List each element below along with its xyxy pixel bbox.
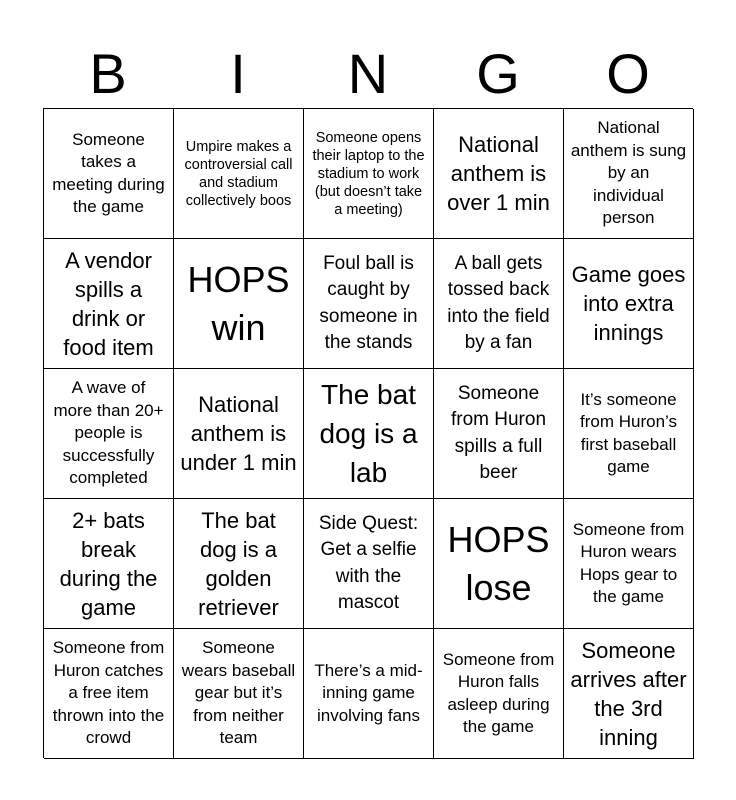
bingo-cell[interactable] bbox=[564, 109, 694, 239]
bingo-cell[interactable] bbox=[174, 629, 304, 759]
bingo-cell[interactable] bbox=[564, 239, 694, 369]
bingo-cell[interactable] bbox=[434, 109, 564, 239]
bingo-header bbox=[43, 40, 693, 108]
bingo-cell[interactable] bbox=[174, 109, 304, 239]
cell-text: A wave of more than 20+ people is successfully completed bbox=[53, 378, 164, 488]
cell-text: Side Quest: Get a selfie with the mascot bbox=[318, 512, 419, 613]
bingo-grid bbox=[43, 108, 693, 758]
cell-text: The bat dog is a lab bbox=[319, 379, 418, 488]
bingo-cell[interactable] bbox=[564, 629, 694, 759]
bingo-cell[interactable] bbox=[304, 499, 434, 629]
cell-text: National anthem is over 1 min bbox=[447, 132, 550, 215]
bingo-cell[interactable] bbox=[434, 239, 564, 369]
cell-text: A ball gets tossed back into the field by a fan bbox=[447, 252, 550, 353]
header-letter-o: O bbox=[606, 42, 650, 105]
cell-text: Someone arrives after the 3rd inning bbox=[570, 637, 687, 750]
bingo-cell[interactable] bbox=[174, 239, 304, 369]
bingo-cell[interactable] bbox=[174, 499, 304, 629]
bingo-cell[interactable] bbox=[434, 499, 564, 629]
bingo-cell[interactable] bbox=[304, 369, 434, 499]
cell-text: Someone wears baseball gear but it’s from neither team bbox=[181, 638, 296, 748]
cell-text: Umpire makes a controversial call and stadium collectively boos bbox=[184, 138, 293, 209]
cell-text: Someone takes a meeting during the game bbox=[52, 129, 165, 216]
bingo-cell[interactable] bbox=[44, 109, 174, 239]
cell-text: Someone from Huron falls asleep during the game bbox=[442, 649, 555, 736]
cell-text: Game goes into extra innings bbox=[571, 262, 686, 345]
cell-text: HOPS win bbox=[187, 258, 290, 348]
cell-text: 2+ bats break during the game bbox=[59, 507, 158, 620]
bingo-cell[interactable] bbox=[44, 239, 174, 369]
cell-text: HOPS lose bbox=[447, 518, 550, 608]
cell-text: Someone from Huron catches a free item thrown into the crowd bbox=[52, 638, 165, 748]
header-letter-i: I bbox=[230, 42, 246, 105]
cell-text: National anthem is under 1 min bbox=[180, 392, 297, 475]
bingo-cell[interactable] bbox=[304, 239, 434, 369]
bingo-cell[interactable] bbox=[304, 109, 434, 239]
header-letter-b: B bbox=[89, 42, 127, 105]
header-letter-n: N bbox=[347, 42, 389, 105]
cell-text: Foul ball is caught by someone in the stands bbox=[319, 252, 418, 353]
cell-text: There’s a mid-inning game involving fans bbox=[314, 660, 423, 725]
cell-text: A vendor spills a drink or food item bbox=[63, 247, 154, 360]
header-letter-g: G bbox=[476, 42, 520, 105]
bingo-cell[interactable] bbox=[564, 369, 694, 499]
bingo-cell[interactable] bbox=[44, 629, 174, 759]
bingo-cell[interactable] bbox=[174, 369, 304, 499]
bingo-cell[interactable] bbox=[564, 499, 694, 629]
cell-text: Someone from Huron spills a full beer bbox=[450, 382, 547, 483]
bingo-cell[interactable] bbox=[434, 369, 564, 499]
cell-text: Someone opens their laptop to the stadium to work (but doesn’t take a meeting) bbox=[312, 129, 425, 218]
bingo-cell[interactable] bbox=[44, 499, 174, 629]
cell-text: The bat dog is a golden retriever bbox=[198, 507, 279, 620]
bingo-cell[interactable] bbox=[434, 629, 564, 759]
bingo-cell[interactable] bbox=[304, 629, 434, 759]
cell-text: Someone from Huron wears Hops gear to the game bbox=[572, 519, 685, 606]
cell-text: National anthem is sung by an individual person bbox=[570, 118, 687, 228]
bingo-cell[interactable] bbox=[44, 369, 174, 499]
cell-text: It’s someone from Huron’s first baseball game bbox=[580, 389, 677, 476]
